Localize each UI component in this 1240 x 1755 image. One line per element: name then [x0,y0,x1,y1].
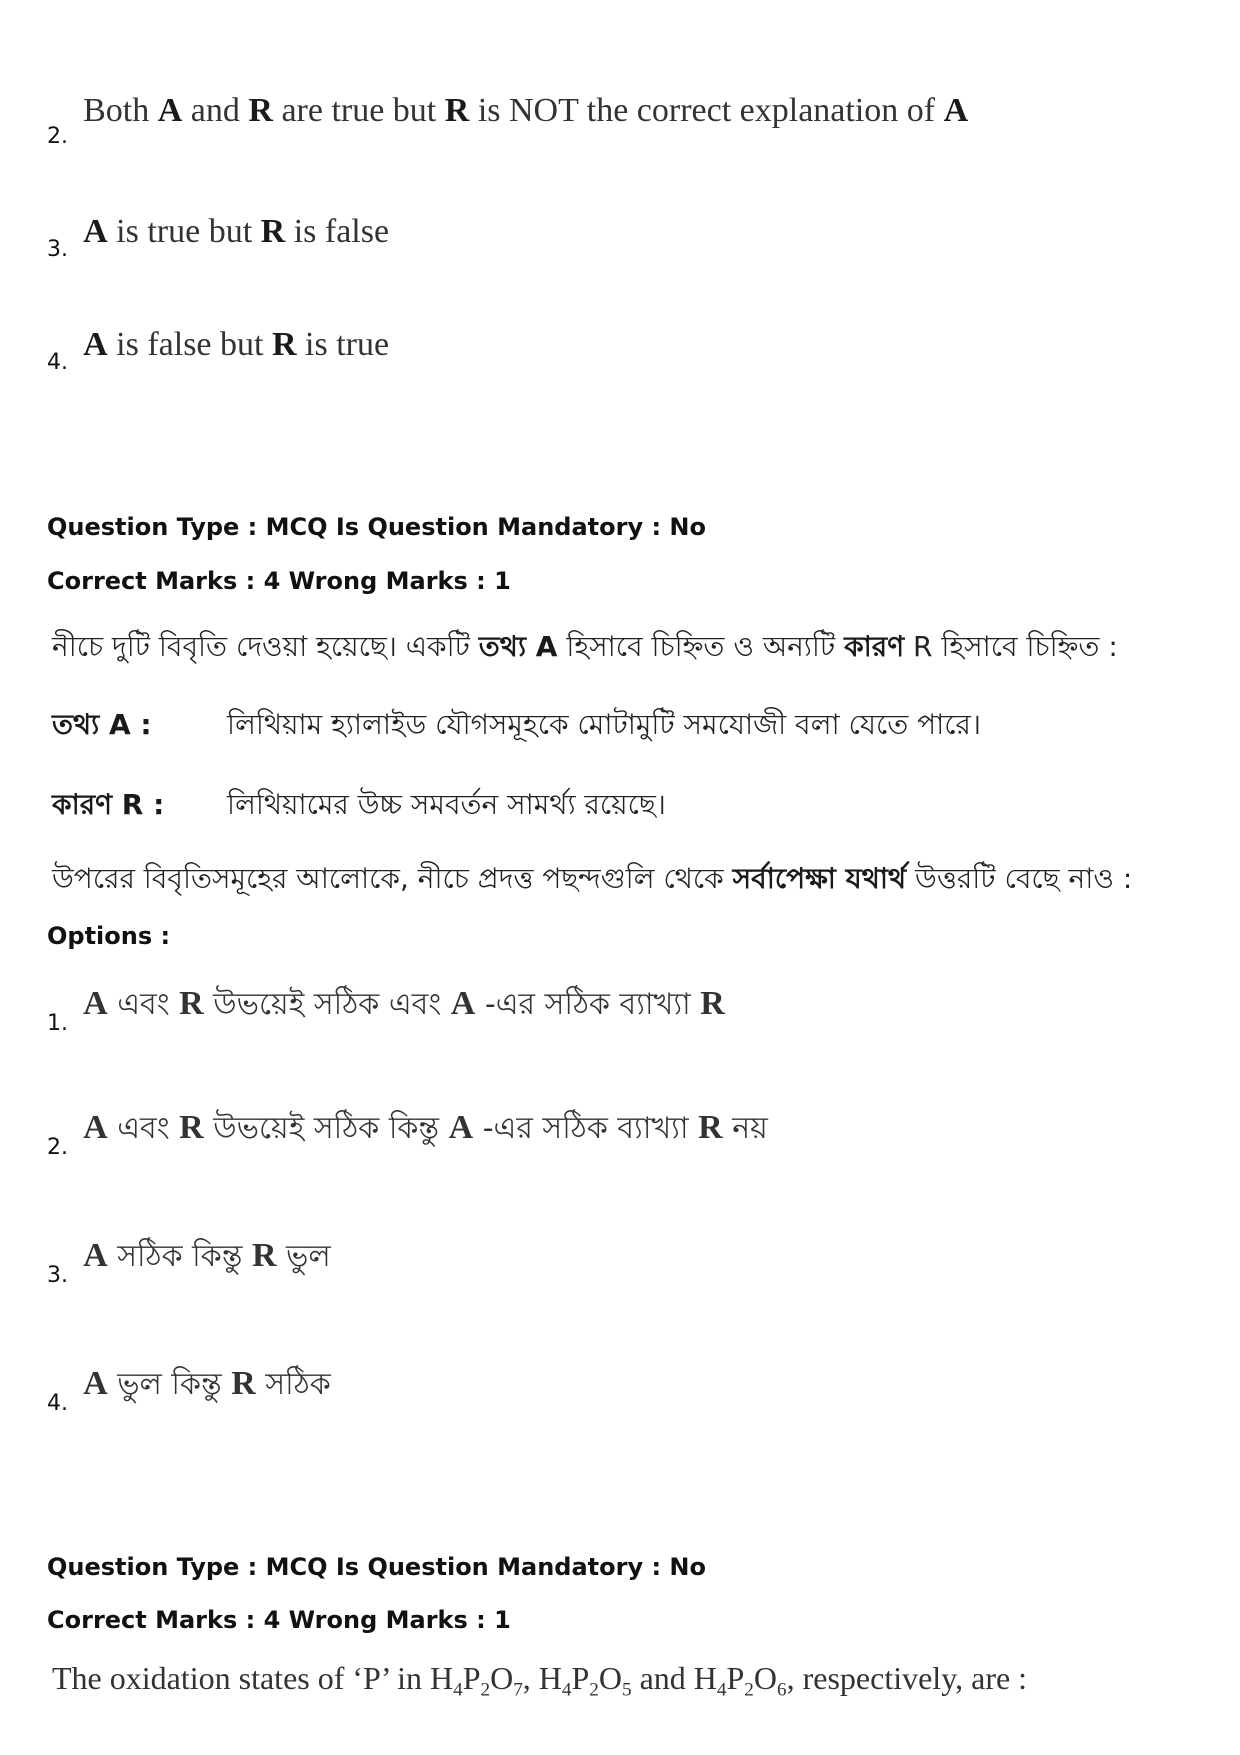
option-number: 2. [47,124,68,149]
options-label: Options : [47,922,171,950]
question-type-line: Question Type : MCQ Is Question Mandatory : No [47,1553,706,1581]
marks-line: Correct Marks : 4 Wrong Marks : 1 [47,567,511,595]
q1-option-1[interactable] [47,980,725,1036]
formula-2: $H_4P_2O_5$ [538,1660,632,1701]
option-number: 4. [47,1391,68,1416]
question-stem: The oxidation states of ‘P’ in $H_4P_2O_7$, $H_4P_2O_5$ and $H_4P_2O_6$, respectively, are : [52,1660,1028,1701]
option-text: Both A and R are true but R is NOT the correct explanation of A [83,92,969,129]
q1-option-3[interactable] [47,1232,331,1288]
reason-label: কারণ R : [52,788,165,821]
assertion-label: তথ্য A : [52,708,152,741]
option-number: 4. [47,350,68,375]
assertion-row [52,703,981,750]
option-number: 1. [47,1011,68,1036]
option-number: 3. [47,237,68,262]
q1-option-4[interactable] [47,1360,331,1416]
option-text: A is true but R is false [83,213,390,250]
option-number: 3. [47,1263,68,1288]
question-instruction: উপরের বিবৃতিসমূহের আলোকে, নীচে প্রদত্ত পছন্দগুলি থেকে সর্বাপেক্ষা যথার্থ উত্তরটি বেছে নাও : [52,862,1133,895]
formula-1: $H_4P_2O_7$ [430,1660,523,1701]
assertion-text: লিথিয়াম হ্যালাইড যৌগসমূহকে মোটামুটি সমযোজী বলা যেতে পারে। [227,708,981,741]
marks-line: Correct Marks : 4 Wrong Marks : 1 [47,1606,511,1634]
option-text: A is false but R is true [83,326,390,363]
option-text: A ভুল কিন্তু R সঠিক [83,1365,331,1402]
prev-option-2[interactable] [47,92,969,149]
reason-row [52,783,666,830]
option-text: A এবং R উভয়েই সঠিক এবং A -এর সঠিক ব্যাখ্যা R [83,985,725,1022]
prev-option-4[interactable] [47,326,390,375]
reason-text: লিথিয়ামের উচ্চ সমবর্তন সামর্থ্য রয়েছে। [227,788,666,821]
question-intro: নীচে দুটি বিবৃতি দেওয়া হয়েছে। একটি তথ্য A হিসাবে চিহ্নিত ও অন্যটি কারণ R হিসাবে চিহ্নিত : [52,630,1118,663]
q1-option-2[interactable] [47,1104,768,1160]
option-text: A সঠিক কিন্তু R ভুল [83,1237,331,1274]
formula-3: $H_4P_2O_6$ [693,1660,787,1701]
option-text: A এবং R উভয়েই সঠিক কিন্তু A -এর সঠিক ব্যাখ্যা R নয় [83,1109,768,1146]
option-number: 2. [47,1135,68,1160]
question-type-line: Question Type : MCQ Is Question Mandatory : No [47,513,706,541]
prev-option-3[interactable] [47,213,390,262]
